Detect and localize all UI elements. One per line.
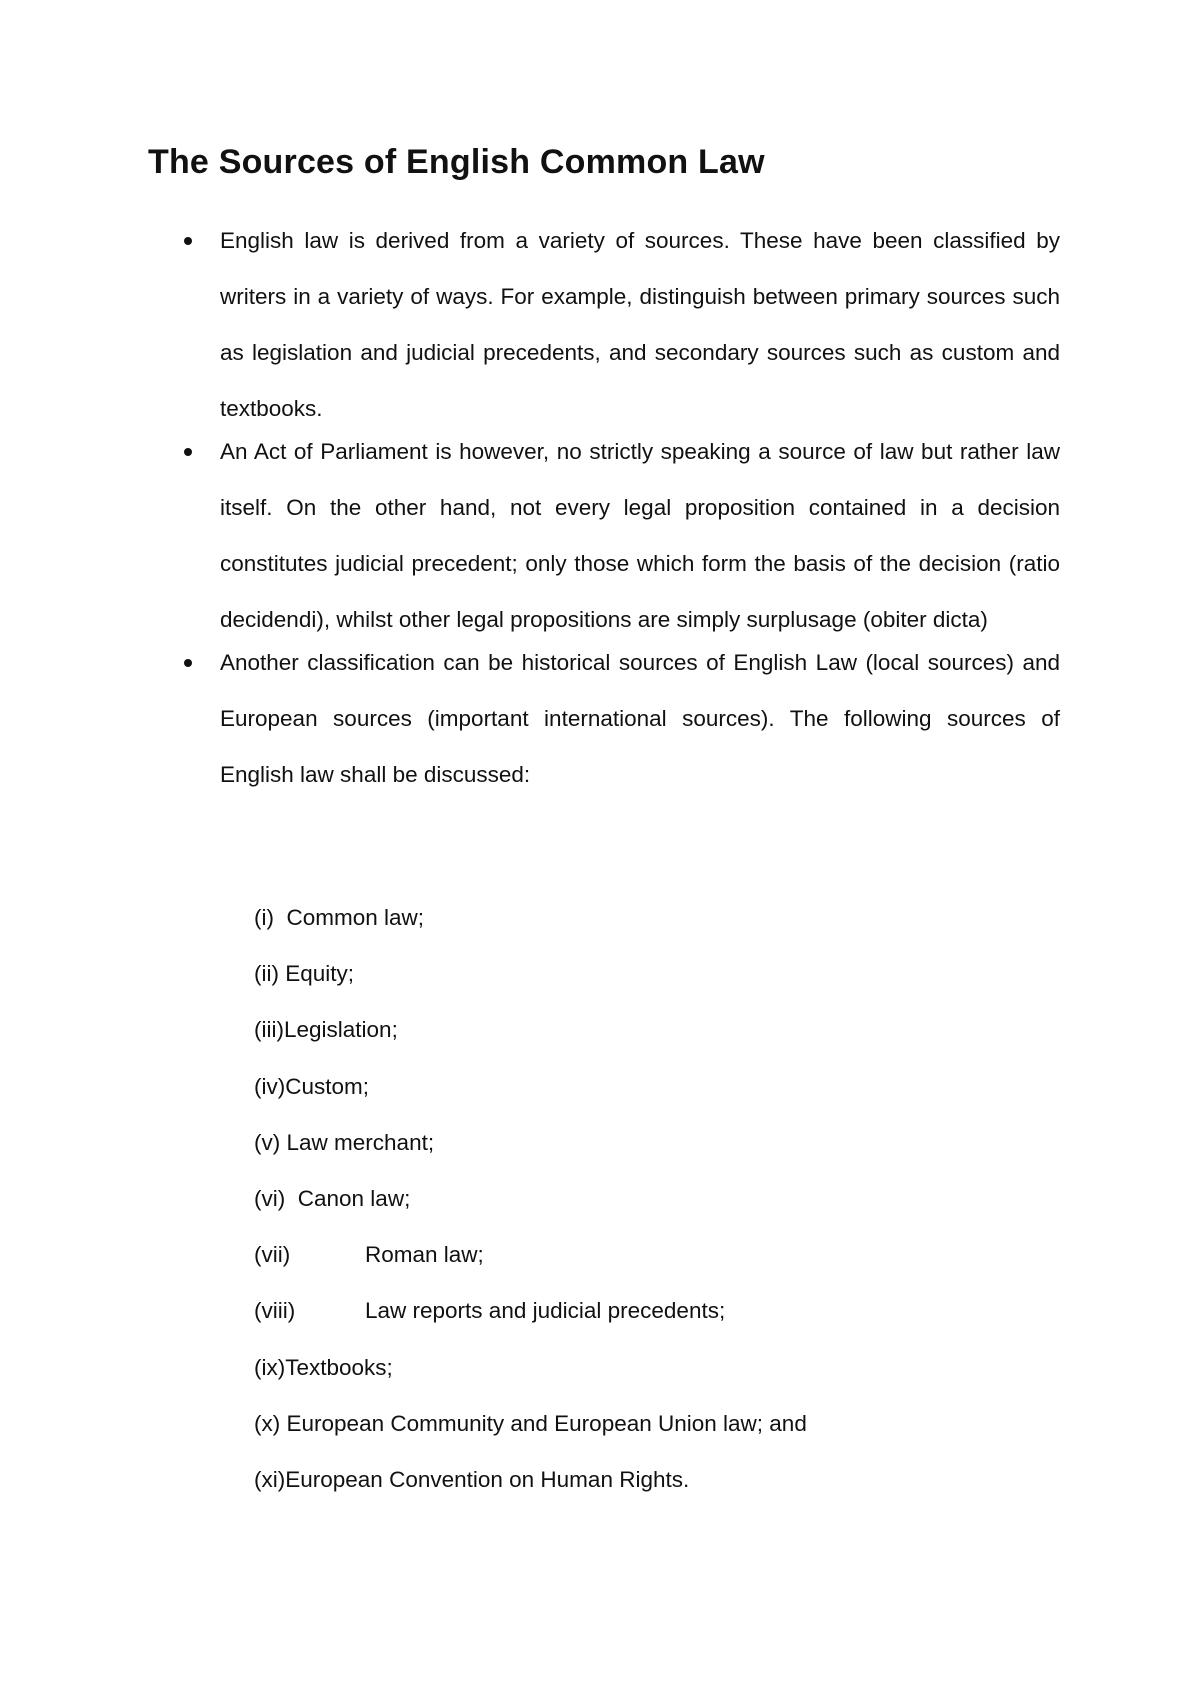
bullet-item <box>0 635 1060 803</box>
list-item-number: (vi) <box>254 1185 286 1211</box>
list-item-text: Roman law; <box>365 1242 484 1268</box>
list-item <box>254 1396 807 1452</box>
bullet-text: English law is derived from a variety of sources. These have been classified by writers in a variety of ways. For example, distinguish between primary sources such as legislation and judicial precedents, and secondary sources such as custom and textbooks. <box>220 228 1060 421</box>
bullet-icon <box>184 659 192 667</box>
list-item-text: Common law; <box>286 905 425 930</box>
list-item-number: (ix) <box>254 1354 286 1380</box>
list-item-text: Legislation; <box>283 1017 398 1043</box>
list-item <box>254 1452 807 1508</box>
list-item-number: (ii) <box>254 961 279 987</box>
list-item-text: Law merchant; <box>286 1129 435 1155</box>
bullet-text: An Act of Parliament is however, no strictly speaking a source of law but rather law itself. On the other hand, not every legal proposition contained in a decision constitutes judicial precedent; only those which form the basis of the decision (ratio decidendi), whilst other legal propositions are simply surplusage (obiter dicta) <box>220 439 1060 632</box>
list-item-number: (i) <box>254 905 274 930</box>
list-item-number: (iv) <box>254 1073 286 1099</box>
list-item-number: (vii) <box>254 1242 291 1268</box>
list-item-number: (v) <box>254 1129 281 1155</box>
bullet-item <box>0 213 1060 437</box>
list-item <box>254 1283 807 1339</box>
list-item-text: Law reports and judicial precedents; <box>365 1298 726 1324</box>
document-title: The Sources of English Common Law <box>148 143 765 181</box>
list-item-number: (x) <box>254 1410 281 1436</box>
list-item <box>254 1227 807 1283</box>
bullet-item <box>0 424 1060 648</box>
list-item <box>254 1115 807 1171</box>
list-item <box>254 1059 807 1115</box>
list-item-text: Canon law; <box>297 1185 411 1211</box>
list-item-text: Equity; <box>285 961 355 987</box>
sources-list <box>254 890 807 1508</box>
list-item-number: (viii) <box>254 1298 296 1324</box>
list-item-text: European Community and European Union law; and <box>286 1410 807 1436</box>
list-item <box>254 890 807 946</box>
bullet-icon <box>184 448 192 456</box>
list-item <box>254 1002 807 1058</box>
list-item <box>254 946 807 1002</box>
bullet-text: Another classification can be historical sources of English Law (local sources) and European sources (important international sources). The following sources of English law shall be discussed: <box>220 650 1060 787</box>
list-item-number: (iii) <box>254 1017 284 1043</box>
list-item-text: Textbooks; <box>285 1354 393 1380</box>
list-item-number: (xi) <box>254 1466 286 1492</box>
list-item <box>254 1340 807 1396</box>
bullet-list <box>0 226 1200 803</box>
list-item-text: Custom; <box>285 1073 370 1099</box>
list-item-text: European Convention on Human Rights. <box>285 1466 690 1492</box>
bullet-icon <box>184 237 192 245</box>
list-item <box>254 1171 807 1227</box>
